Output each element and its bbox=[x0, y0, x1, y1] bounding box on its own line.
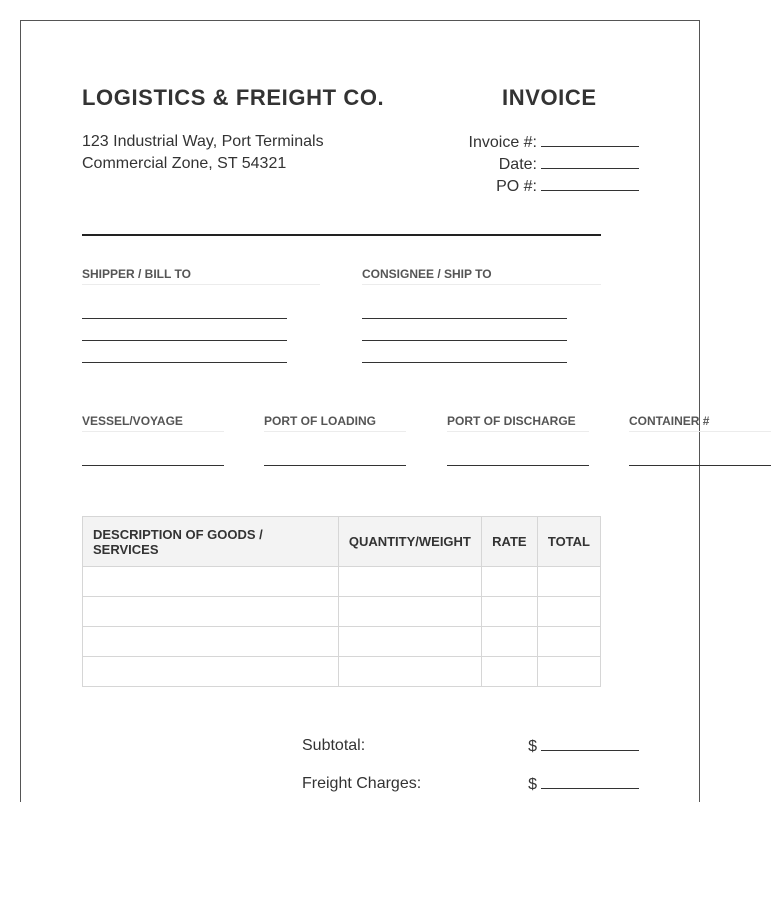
subtotal-field[interactable] bbox=[541, 737, 639, 751]
items-header-row bbox=[83, 517, 601, 567]
description-cell[interactable] bbox=[83, 567, 339, 597]
subtotal-value bbox=[528, 737, 639, 756]
date-row bbox=[499, 155, 639, 174]
po-row bbox=[496, 177, 639, 196]
address-line-2: Commercial Zone, ST 54321 bbox=[82, 155, 287, 172]
consignee-label: CONSIGNEE / SHIP TO bbox=[362, 267, 601, 285]
subtotal-currency: $ bbox=[528, 738, 537, 755]
po-label: PO #: bbox=[496, 178, 537, 195]
rate-cell[interactable] bbox=[481, 567, 537, 597]
table-row bbox=[83, 627, 601, 657]
freight-charges-field[interactable] bbox=[541, 775, 639, 789]
date-field[interactable] bbox=[541, 155, 639, 169]
column-header-rate: RATE bbox=[481, 517, 537, 567]
total-cell[interactable] bbox=[537, 657, 600, 687]
consignee-line-3[interactable] bbox=[362, 362, 567, 363]
invoice-page bbox=[20, 20, 710, 802]
items-table bbox=[82, 516, 601, 687]
consignee-line-2[interactable] bbox=[362, 340, 567, 341]
table-row bbox=[83, 567, 601, 597]
company-name: LOGISTICS & FREIGHT CO. bbox=[82, 85, 385, 110]
subtotal-label: Subtotal: bbox=[302, 737, 366, 754]
freight-charges-value bbox=[528, 775, 639, 794]
port-of-loading-label: PORT OF LOADING bbox=[264, 414, 406, 432]
rate-cell[interactable] bbox=[481, 627, 537, 657]
column-header-description: DESCRIPTION OF GOODS / SERVICES bbox=[83, 517, 339, 567]
rate-cell[interactable] bbox=[481, 597, 537, 627]
description-cell[interactable] bbox=[83, 657, 339, 687]
quantity-cell[interactable] bbox=[338, 567, 481, 597]
invoice-number-row bbox=[469, 133, 639, 152]
quantity-cell[interactable] bbox=[338, 597, 481, 627]
vessel-voyage-label: VESSEL/VOYAGE bbox=[82, 414, 224, 432]
column-header-quantity-weight: QUANTITY/WEIGHT bbox=[338, 517, 481, 567]
quantity-cell[interactable] bbox=[338, 627, 481, 657]
table-row bbox=[83, 657, 601, 687]
port-of-discharge-field[interactable] bbox=[447, 465, 589, 466]
description-cell[interactable] bbox=[83, 627, 339, 657]
rate-cell[interactable] bbox=[481, 657, 537, 687]
po-field[interactable] bbox=[541, 177, 639, 191]
freight-charges-label: Freight Charges: bbox=[302, 775, 422, 792]
total-cell[interactable] bbox=[537, 567, 600, 597]
shipper-label: SHIPPER / BILL TO bbox=[82, 267, 320, 285]
port-of-discharge-label: PORT OF DISCHARGE bbox=[447, 414, 589, 432]
invoice-number-label: Invoice #: bbox=[468, 134, 537, 151]
container-label: CONTAINER # bbox=[629, 414, 771, 432]
quantity-cell[interactable] bbox=[338, 657, 481, 687]
description-cell[interactable] bbox=[83, 597, 339, 627]
port-of-loading-field[interactable] bbox=[264, 465, 406, 466]
consignee-line-1[interactable] bbox=[362, 318, 567, 319]
total-cell[interactable] bbox=[537, 627, 600, 657]
column-header-total: TOTAL bbox=[537, 517, 600, 567]
shipper-line-1[interactable] bbox=[82, 318, 287, 319]
address-line-1: 123 Industrial Way, Port Terminals bbox=[82, 133, 324, 150]
date-label: Date: bbox=[498, 156, 537, 173]
header-divider bbox=[82, 234, 601, 236]
freight-charges-currency: $ bbox=[528, 776, 537, 793]
table-row bbox=[83, 597, 601, 627]
invoice-number-field[interactable] bbox=[541, 133, 639, 147]
container-field[interactable] bbox=[629, 465, 771, 466]
shipper-line-3[interactable] bbox=[82, 362, 287, 363]
vessel-voyage-field[interactable] bbox=[82, 465, 224, 466]
document-title: INVOICE bbox=[502, 85, 597, 110]
shipper-line-2[interactable] bbox=[82, 340, 287, 341]
total-cell[interactable] bbox=[537, 597, 600, 627]
